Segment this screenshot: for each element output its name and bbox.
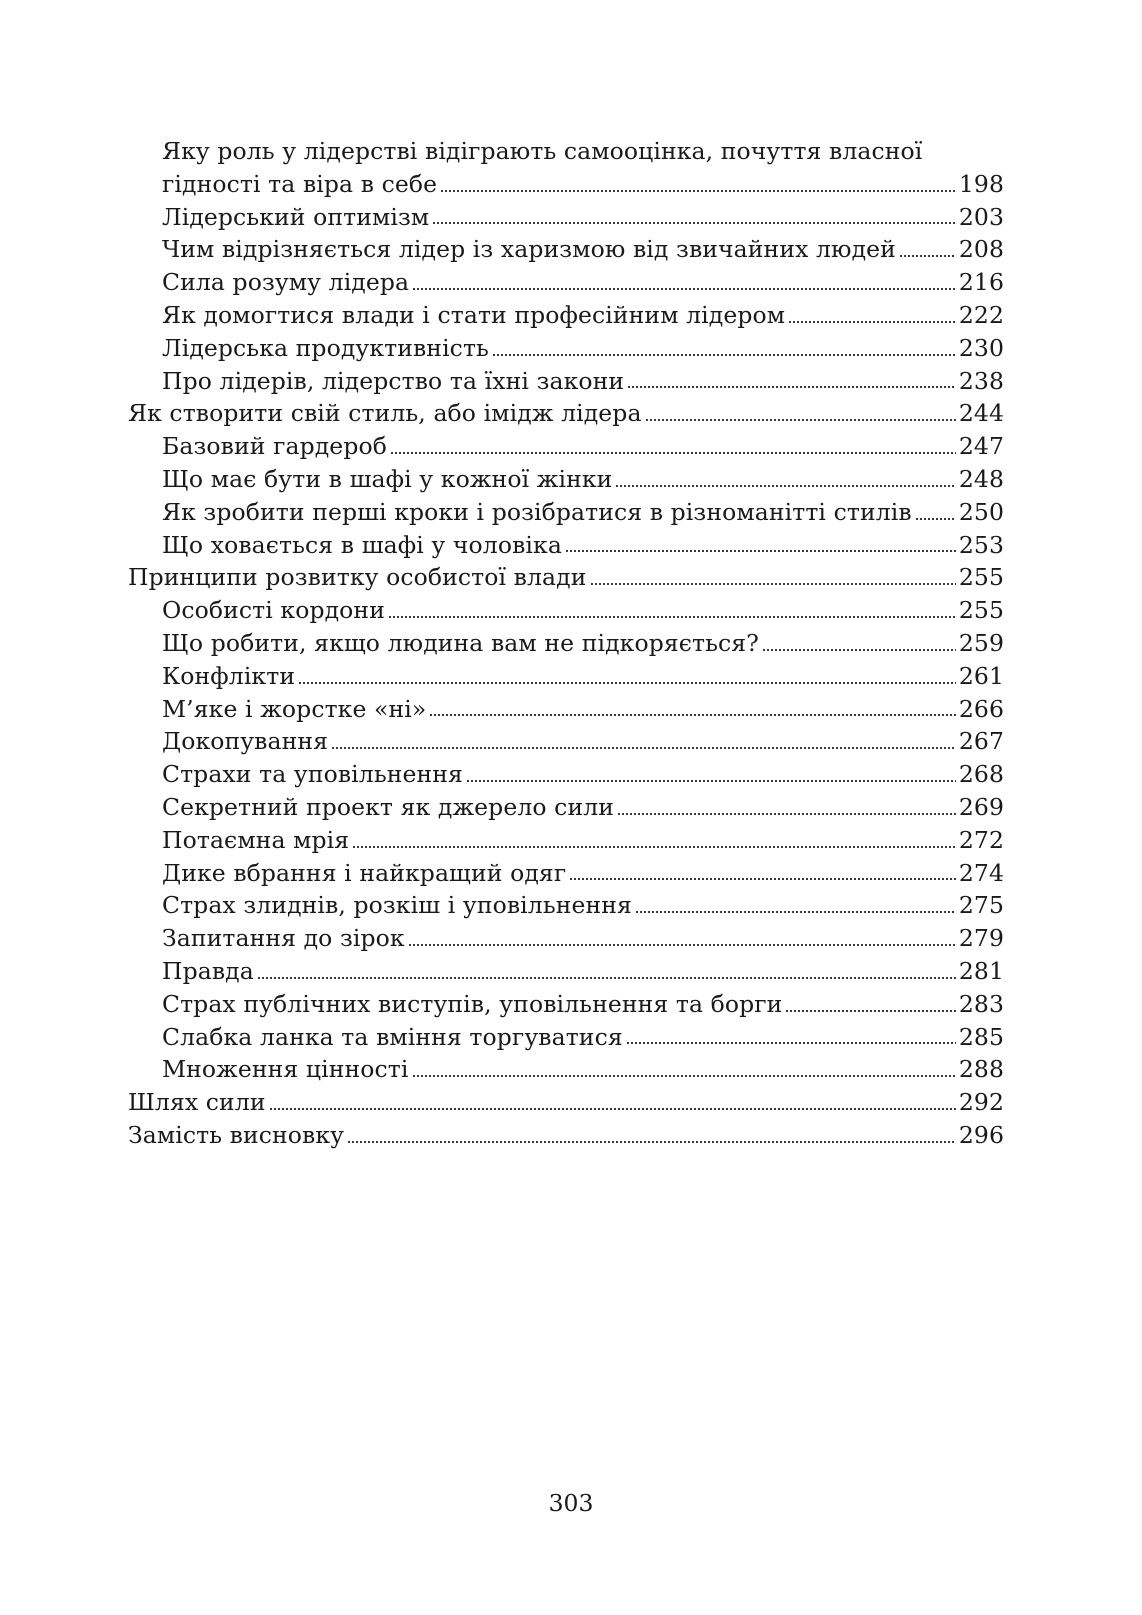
toc-dot-leader: [412, 1074, 956, 1078]
toc-entry-page: 266: [958, 694, 1004, 723]
toc-dot-leader: [645, 418, 956, 422]
toc-entry: [128, 397, 1004, 430]
toc-entry-page: 230: [958, 333, 1004, 362]
toc-entry-title: Секретний проект як джерело сили: [162, 792, 614, 821]
toc-entry-page: 238: [958, 366, 1004, 395]
toc-entry: [128, 693, 1004, 726]
toc-entry: [128, 824, 1004, 857]
toc-entry: [128, 496, 1004, 529]
toc-entry-page: 296: [958, 1120, 1004, 1149]
toc-entry: [128, 1053, 1004, 1086]
toc-entry-title: Як створити свій стиль, або імідж лідера: [128, 399, 642, 428]
toc-dot-leader: [390, 451, 956, 455]
toc-dot-leader: [626, 1041, 956, 1045]
toc-dot-leader: [565, 549, 956, 553]
toc-entry-title: Особисті кордони: [162, 596, 385, 625]
toc-entry-title: Про лідерів, лідерство та їхні закони: [162, 366, 625, 395]
toc-entry-page: 267: [958, 727, 1004, 756]
toc-entry-page: 283: [958, 989, 1004, 1018]
toc-entry: [128, 365, 1004, 398]
toc-entry: [128, 561, 1004, 594]
toc-entry-page: 247: [958, 432, 1004, 461]
toc-dot-leader: [408, 943, 956, 947]
toc-entry-page: 281: [958, 956, 1004, 985]
toc-dot-leader: [466, 779, 956, 783]
toc-dot-leader: [617, 812, 956, 816]
toc-entry-title: Яку роль у лідерстві відіграють самооцінка, почуття власної: [162, 137, 923, 165]
toc-entry: [128, 529, 1004, 562]
toc-dot-leader: [492, 353, 956, 357]
toc-dot-leader: [785, 1009, 955, 1013]
toc-entry: [128, 1119, 1004, 1152]
toc-dot-leader: [440, 189, 956, 193]
toc-entry-page: 274: [958, 858, 1004, 887]
toc-dot-leader: [590, 582, 956, 586]
toc-entry-page: 292: [958, 1088, 1004, 1117]
toc-entry: [128, 988, 1004, 1021]
toc-entry: [128, 725, 1004, 758]
toc-entry-title: Що має бути в шафі у кожної жінки: [162, 464, 613, 493]
toc-dot-leader: [429, 713, 955, 717]
toc-dot-leader: [615, 484, 955, 488]
toc-entry-title: Що робити, якщо людина вам не підкоряється?: [162, 628, 759, 657]
toc-entry: [128, 791, 1004, 824]
toc-entry-title: Чим відрізняється лідер із харизмою від звичайних людей: [162, 235, 896, 264]
toc-entry: [128, 463, 1004, 496]
toc-entry-page: 222: [958, 300, 1004, 329]
toc-entry-page: 244: [958, 399, 1004, 428]
toc-entry: [128, 1021, 1004, 1054]
toc-entry-page: 255: [958, 596, 1004, 625]
toc-entry: [128, 1086, 1004, 1119]
page-number: 303: [548, 1489, 594, 1517]
toc-entry-title: Базовий гардероб: [162, 432, 387, 461]
toc-entry-title: Множення цінності: [162, 1055, 409, 1084]
toc-dot-leader: [635, 910, 956, 914]
toc-entry-page: 248: [958, 464, 1004, 493]
toc-entry-title: Правда: [162, 956, 254, 985]
toc-entry: [128, 955, 1004, 988]
toc-entry-title: Принципи розвитку особистої влади: [128, 563, 587, 592]
toc-dot-leader: [412, 287, 956, 291]
toc-entry: [128, 758, 1004, 791]
table-of-contents: [128, 135, 1004, 1152]
toc-entry-title: Як зробити перші кроки і розібратися в різноманітті стилів: [162, 497, 912, 526]
toc-entry-page: 288: [958, 1055, 1004, 1084]
toc-entry: [128, 922, 1004, 955]
toc-dot-leader: [331, 746, 956, 750]
toc-entry: [128, 266, 1004, 299]
toc-entry: [128, 660, 1004, 693]
toc-dot-leader: [257, 976, 956, 980]
toc-dot-leader: [352, 845, 956, 849]
toc-entry-title: Шлях сили: [128, 1088, 266, 1117]
toc-entry: [128, 627, 1004, 660]
toc-entry-title: Потаємна мрія: [162, 825, 350, 854]
toc-entry-title: Страх публічних виступів, уповільнення та борги: [162, 989, 783, 1018]
toc-entry-page: 268: [958, 760, 1004, 789]
toc-entry-title: Як домогтися влади і стати професійним лідером: [162, 300, 786, 329]
toc-dot-leader: [762, 648, 956, 652]
toc-entry-title: Страхи та уповільнення: [162, 760, 463, 789]
toc-entry-title: Слабка ланка та вміння торгуватися: [162, 1022, 623, 1051]
toc-entry-title: Страх злиднів, розкіш і уповільнення: [162, 891, 632, 920]
toc-dot-leader: [915, 517, 956, 521]
toc-dot-leader: [627, 385, 956, 389]
toc-entry-title: М’яке і жорстке «ні»: [162, 694, 427, 723]
toc-dot-leader: [347, 1140, 956, 1144]
toc-entry-page: 216: [958, 268, 1004, 297]
toc-entry-page: 259: [958, 628, 1004, 657]
toc-entry: [128, 889, 1004, 922]
toc-entry-page: 272: [958, 825, 1004, 854]
toc-entry-page: 198: [958, 169, 1004, 198]
toc-entry-title: Докопування: [162, 727, 329, 756]
toc-entry: [128, 299, 1004, 332]
toc-entry-page: 203: [958, 202, 1004, 231]
toc-entry-page: 279: [958, 924, 1004, 953]
toc-entry-page: 255: [958, 563, 1004, 592]
toc-dot-leader: [298, 681, 956, 685]
toc-dot-leader: [569, 877, 956, 881]
toc-dot-leader: [788, 320, 956, 324]
toc-entry-page: 269: [958, 792, 1004, 821]
toc-entry-title: Дике вбрання і найкращий одяг: [162, 858, 567, 887]
toc-entry: [128, 430, 1004, 463]
toc-entry-title: Що ховається в шафі у чоловіка: [162, 530, 562, 559]
toc-entry-page: 250: [958, 497, 1004, 526]
toc-dot-leader: [269, 1107, 956, 1111]
toc-entry-title: Лідерський оптимізм: [162, 202, 430, 231]
toc-entry-title: Лідерська продуктивність: [162, 333, 489, 362]
toc-entry-title: Сила розуму лідера: [162, 268, 410, 297]
toc-entry: [128, 594, 1004, 627]
toc-entry-page: 285: [958, 1022, 1004, 1051]
toc-entry-title: гідності та віра в себе: [162, 169, 438, 198]
toc-dot-leader: [899, 254, 956, 258]
toc-entry: [128, 233, 1004, 266]
toc-entry-title: Запитання до зірок: [162, 924, 405, 953]
toc-entry-title: Конфлікти: [162, 661, 296, 690]
toc-entry-page: 253: [958, 530, 1004, 559]
toc-dot-leader: [432, 221, 956, 225]
toc-entry: [128, 857, 1004, 890]
toc-entry-page: 275: [958, 891, 1004, 920]
toc-entry: [128, 201, 1004, 234]
toc-entry: [128, 332, 1004, 365]
toc-entry-page: 208: [958, 235, 1004, 264]
toc-entry-title: Замість висновку: [128, 1120, 345, 1149]
toc-entry-page: 261: [958, 661, 1004, 690]
toc-entry: [128, 168, 1004, 201]
toc-entry: [128, 135, 1004, 168]
toc-dot-leader: [388, 615, 956, 619]
